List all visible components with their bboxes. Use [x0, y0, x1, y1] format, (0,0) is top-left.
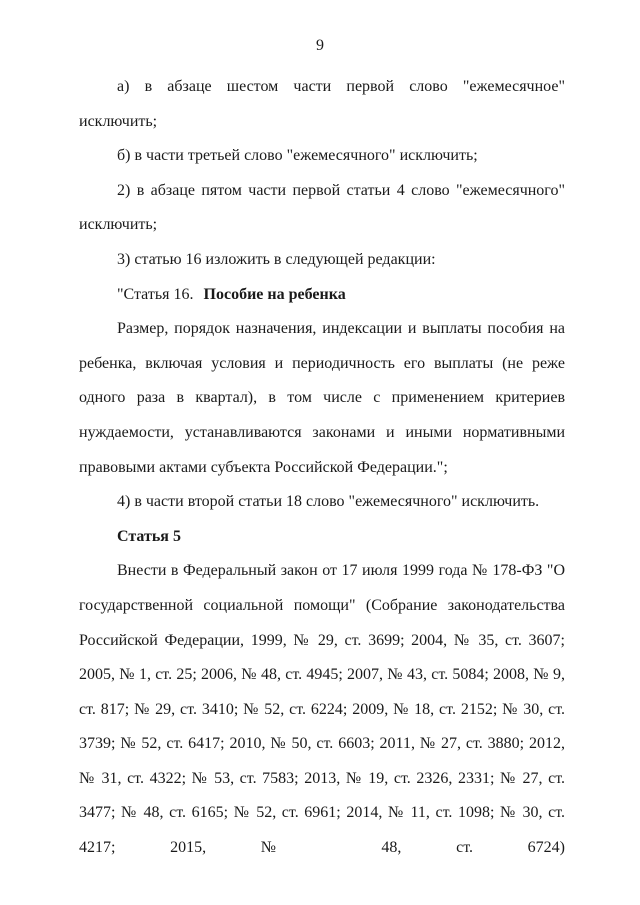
item-4: 4) в части второй статьи 18 слово "ежемесячного" исключить.: [117, 493, 540, 511]
article-5-text: Внести в Федеральный закон от 17 июля 1999 года № 178-ФЗ "О государственной социальной помощи" (Собрание законодательства Российской Федерации, 1999, № 29, ст. 3699; 2004, № 35, ст. 3607; 2005, № 1, ст. 25; 2006, № 48, ст. 4945; 2007, № 43, ст. 5084; 2008, № 9, ст. 817; № 29, ст. 3410; № 52, ст. 6224; 2009, № 18, ст. 2152; № 30, ст. 3739; № 52, ст. 6417; 2010, № 50, ст. 6603; 2011, № 27, ст. 3880; 2012, № 31, ст. 4322; № 53, ст. 7583; 2013, № 19, ст. 2326, 2331; № 27, ст. 3477; № 48, ст. 6165; № 52, ст. 6961; 2014, № 11, ст. 1098; № 30, ст. 4217; 2015, № 48, ст. 6724): [79, 562, 565, 857]
article-5-heading: Статья 5: [117, 527, 181, 545]
article-16-name: Пособие на ребенка: [203, 285, 346, 303]
article-16-label: "Статья 16.: [117, 285, 194, 303]
item-b: б) в части третьей слово "ежемесячного" исключить;: [117, 147, 478, 165]
article-16-text: Размер, порядок назначения, индексации и выплаты пособия на ребенка, включая условия и периодичность его выплаты (не реже одного раза в квартал), в том числе с применением критериев нуждаемости, устанавливаются законами и иными нормативными правовыми актами субъекта Российской Федерации.";: [79, 320, 565, 476]
article-16-title: [79, 278, 565, 313]
item-3: 3) статью 16 изложить в следующей редакции:: [117, 250, 436, 268]
item-a: а) в абзаце шестом части первой слово "ежемесячное" исключить;: [79, 78, 565, 130]
page-number: 9: [316, 37, 324, 54]
document-body: [79, 70, 565, 866]
item-2: 2) в абзаце пятом части первой статьи 4 слово "ежемесячного" исключить;: [79, 181, 565, 234]
